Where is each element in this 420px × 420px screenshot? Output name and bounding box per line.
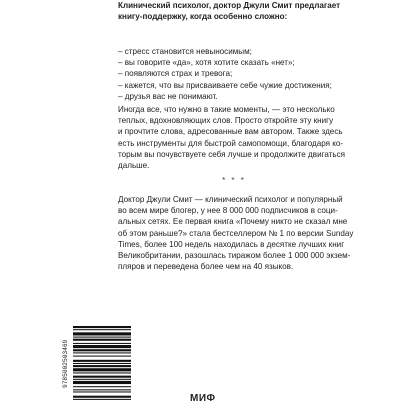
paragraph-line: Доктор Джули Смит — клинический психолог и популярный xyxy=(118,195,343,204)
lead-text xyxy=(118,0,350,22)
bullet-list xyxy=(118,46,350,102)
paragraph-line: есть инструменты для быстрой самопомощи, благодаря ко- xyxy=(118,138,344,148)
barcode-bar xyxy=(73,396,131,398)
paragraph-line: пляров и переведена более чем на 40 языков. xyxy=(118,262,294,272)
paragraph-line: теплых, вдохновляющих слов. Просто откройте эту книгу xyxy=(118,116,334,126)
barcode-bar xyxy=(73,345,131,348)
paragraph-line: дальше. xyxy=(118,161,150,171)
paragraph-line: торым вы почувствуете себя лучше и продолжите двигаться xyxy=(118,149,346,159)
barcode-bar xyxy=(73,349,131,351)
barcode-bar xyxy=(73,352,131,353)
author-bio-paragraph xyxy=(118,194,354,272)
description-paragraph xyxy=(118,104,350,171)
lead-line: книгу-поддержку, когда особенно сложно: xyxy=(118,12,288,22)
paragraph-line: об этом раньше?» стала бестселлером № 1 по версии Sunday xyxy=(118,228,354,238)
barcode-bar xyxy=(73,363,131,364)
barcode-bar xyxy=(73,389,131,390)
isbn-digits: 9785002503469 xyxy=(62,339,69,389)
list-item: – друзья вас не понимают. xyxy=(118,91,218,101)
barcode-bar xyxy=(73,381,131,384)
barcode-bar xyxy=(73,332,131,335)
lead-line: Клинический психолог, доктор Джули Смит предлагает xyxy=(118,1,341,10)
paragraph-line: во всем мире блогер, у нее 8 000 000 подписчиков в соци- xyxy=(118,206,338,216)
barcode-bar xyxy=(73,368,131,371)
barcode-bar xyxy=(73,360,131,362)
barcode-bar xyxy=(73,329,131,330)
barcode-bar xyxy=(73,372,131,373)
barcode-bar xyxy=(73,343,131,344)
list-item: – вы говорите «да», хотя хотите сказать «нет»; xyxy=(118,58,295,68)
barcode-bar xyxy=(73,391,131,392)
barcode-bar xyxy=(73,386,131,387)
barcode xyxy=(73,326,131,402)
barcode-bar xyxy=(73,399,131,400)
barcode-bar xyxy=(73,326,131,328)
barcode-bar xyxy=(73,356,131,357)
list-item: – стресс становится невыносимым; xyxy=(118,47,252,56)
paragraph-line: Великобритании, разошлась тиражом более 1 000 000 экзем- xyxy=(118,251,351,261)
paragraph-line: Times, более 100 недель находилась в десятке лучших книг xyxy=(118,239,345,249)
list-item: – появляются страх и тревога; xyxy=(118,69,233,79)
barcode-bar xyxy=(73,337,131,338)
paragraph-line: и прочтите слова, адресованные вам автором. Также здесь xyxy=(118,127,343,137)
barcode-bar xyxy=(73,365,131,367)
barcode-bar xyxy=(73,379,131,380)
barcode-bar xyxy=(73,339,131,341)
section-separator: * * * xyxy=(222,176,246,185)
barcode-bar xyxy=(73,376,131,378)
publisher-logo: МИФ xyxy=(190,393,216,404)
paragraph-line: альных сетях. Ее первая книга «Почему никто не сказал мне xyxy=(118,217,348,227)
list-item: – кажется, что вы присваиваете себе чужие достижения; xyxy=(118,80,332,90)
paragraph-line: Иногда все, что нужно в такие моменты, — это несколько xyxy=(118,105,335,114)
